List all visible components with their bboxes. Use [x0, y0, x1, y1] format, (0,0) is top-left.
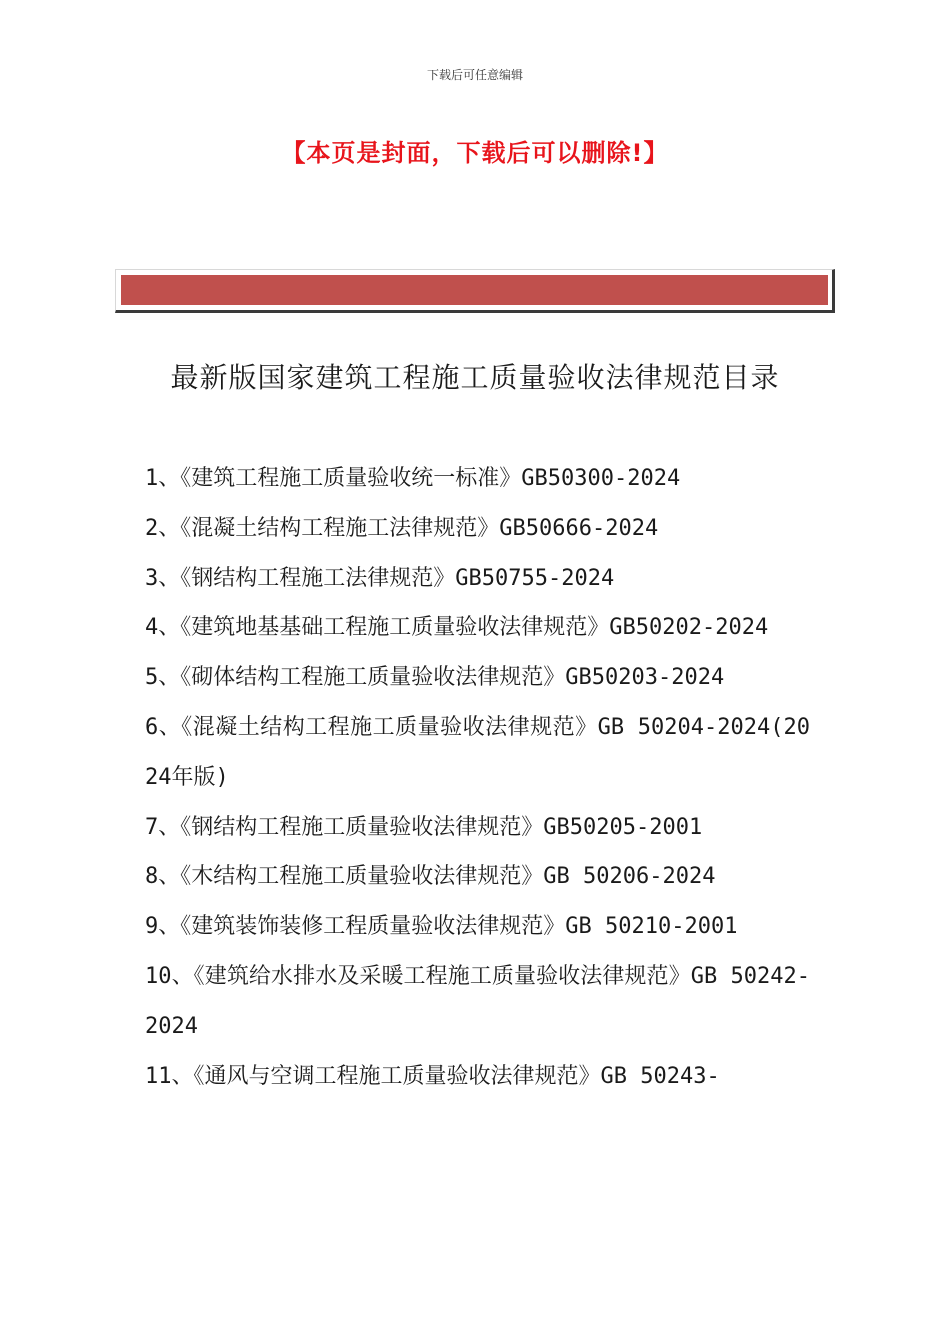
list-item: 11、《通风与空调工程施工质量验收法律规范》GB 50243-: [145, 1063, 720, 1089]
decorative-banner: [115, 269, 835, 313]
list-item: 10、《建筑给水排水及采暖工程施工质量验收法律规范》GB 50242-2024: [145, 963, 810, 1039]
list-item: 6、《混凝土结构工程施工质量验收法律规范》GB 50204-2024(2024年版): [145, 714, 810, 790]
document-title: 最新版国家建筑工程施工质量验收法律规范目录: [170, 361, 780, 394]
list-item: 5、《砌体结构工程施工质量验收法律规范》GB50203-2024: [145, 665, 725, 691]
list-item: 1、《建筑工程施工质量验收统一标准》GB50300-2024: [145, 466, 681, 491]
cover-notice: 【本页是封面，下载后可以删除!】: [281, 139, 669, 167]
banner-bar: [121, 275, 828, 305]
list-item: 3、《钢结构工程施工法律规范》GB50755-2024: [145, 565, 615, 591]
list-item: 8、《木结构工程施工质量验收法律规范》GB 50206-2024: [145, 864, 716, 890]
header-note: 下载后可任意编辑: [426, 68, 523, 82]
list-item: 9、《建筑装饰装修工程质量验收法律规范》GB 50210-2001: [145, 914, 738, 940]
regulation-list: [145, 454, 810, 1101]
list-item: 7、《钢结构工程施工质量验收法律规范》GB50205-2001: [145, 814, 703, 840]
list-item: 4、《建筑地基基础工程施工质量验收法律规范》GB50202-2024: [145, 615, 769, 641]
list-item: 2、《混凝土结构工程施工法律规范》GB50666-2024: [145, 515, 659, 541]
